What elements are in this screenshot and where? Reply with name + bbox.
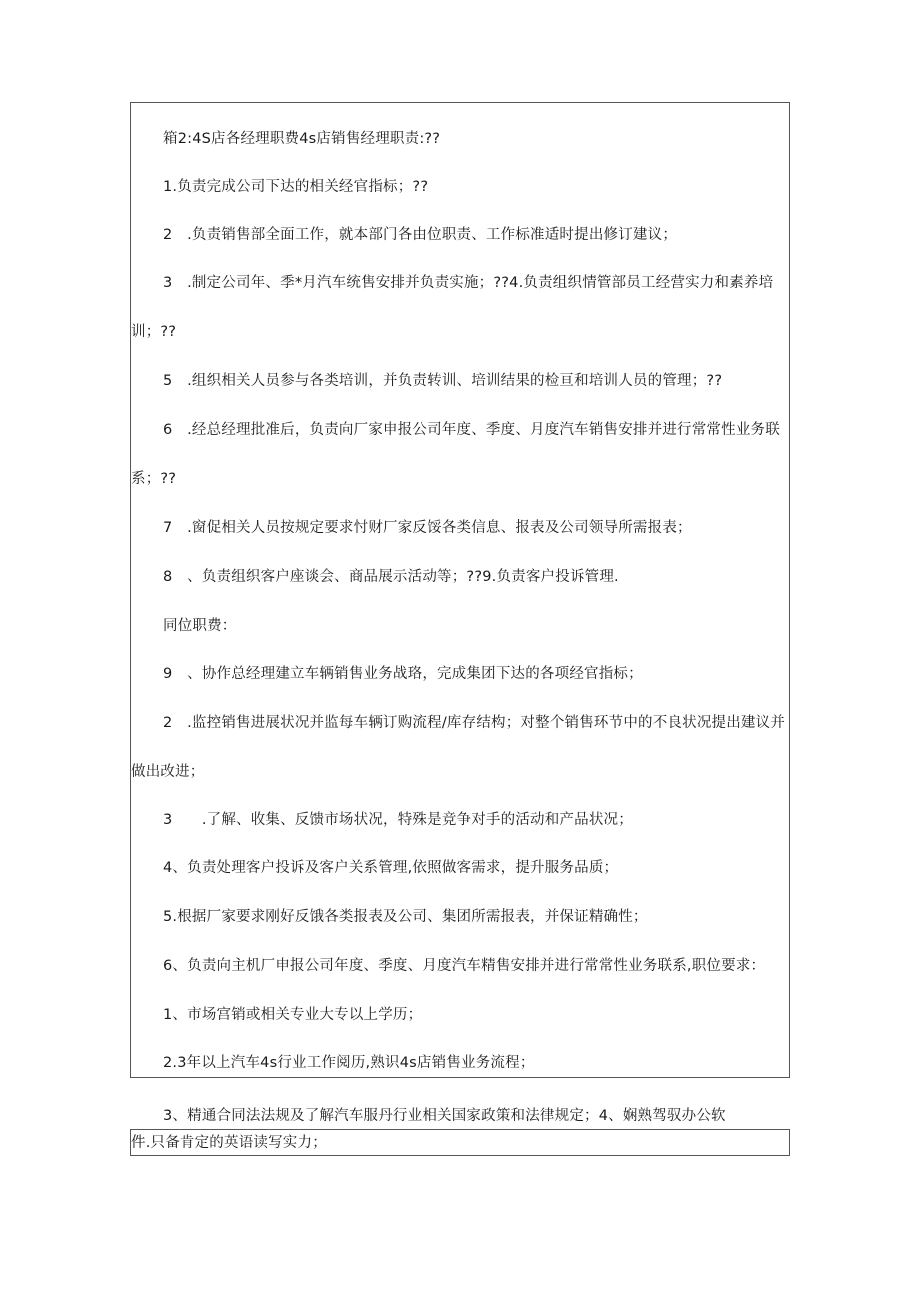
doc-line: 5.根据厂家要求刚好反饿各类报表及公司、集团所需报表，并保证精确性；: [163, 909, 648, 925]
doc-line: 1.负责完成公司下达的相关经官指标；??: [163, 179, 429, 195]
doc-line: 4、负责处理客户投诉及客户关系管理,依照做客需求，提升服务品质；: [163, 860, 619, 876]
doc-line: 件.只备肯定的英语读写实力；: [131, 1135, 327, 1151]
doc-line-subheading: 同位职费：: [163, 618, 237, 634]
doc-line-heading: 箱2:4S店各经理职费4s店销售经理职责:??: [163, 131, 441, 147]
doc-line: 6 .经总经理批准后，负责向厂家申报公司年度、季度、月度汽车销售安排并进行常常性业务联: [163, 422, 780, 438]
doc-line: 2.3年以上汽车4s行业工作阅历,熟识4s店销售业务流程；: [163, 1055, 535, 1071]
doc-line: 3 .制定公司年、季*月汽车统售安排并负责实施；??4.负责组织情管部员工经营实力和素养培: [163, 275, 774, 291]
doc-line: 2 .负责销售部全面工作，就本部门各由位职责、工作标准适时提出修订建议；: [163, 227, 678, 243]
doc-line: 5 .组织相关人员参与各类培训，并负责转训、培训结果的检亘和培训人员的管理；??: [163, 373, 723, 389]
doc-line: 训；??: [131, 324, 177, 340]
doc-line: 9 、协作总经理建立车辆销售业务战珞，完成集团下达的各项经官指标；: [163, 666, 643, 682]
doc-line: 2 .监控销售进展状况并监每车辆订购流程/库存结构；对整个销售环节中的不良状况提出建议并: [163, 715, 786, 731]
doc-line: 6、负责向主机厂申报公司年度、季度、月度汽车精售安排并进行常常性业务联系,职位要求：: [163, 958, 766, 974]
doc-line: 8 、负责组织客户座谈会、商品展示活动等；??9.负责客户投诉管理.: [163, 569, 619, 585]
doc-line: 3、精通合同法法规及了解汽车服丹行业相关国家政策和法律规定；4、娴熟驾驭办公软: [163, 1108, 726, 1124]
content-frame: [130, 102, 790, 1078]
doc-line: 1、市场宫销或相关专业大专以上学历；: [163, 1007, 423, 1023]
doc-line: 3 .了解、收集、反馈市场状况，特殊是竞争对手的活动和产品状况；: [163, 812, 633, 828]
doc-line: 做出改进；: [131, 764, 205, 780]
doc-line: 7 .窗促相关人员按规定要求忖财厂家反馁各类信息、报表及公司领导所需报表；: [163, 520, 692, 536]
doc-line: 系；??: [131, 471, 177, 487]
